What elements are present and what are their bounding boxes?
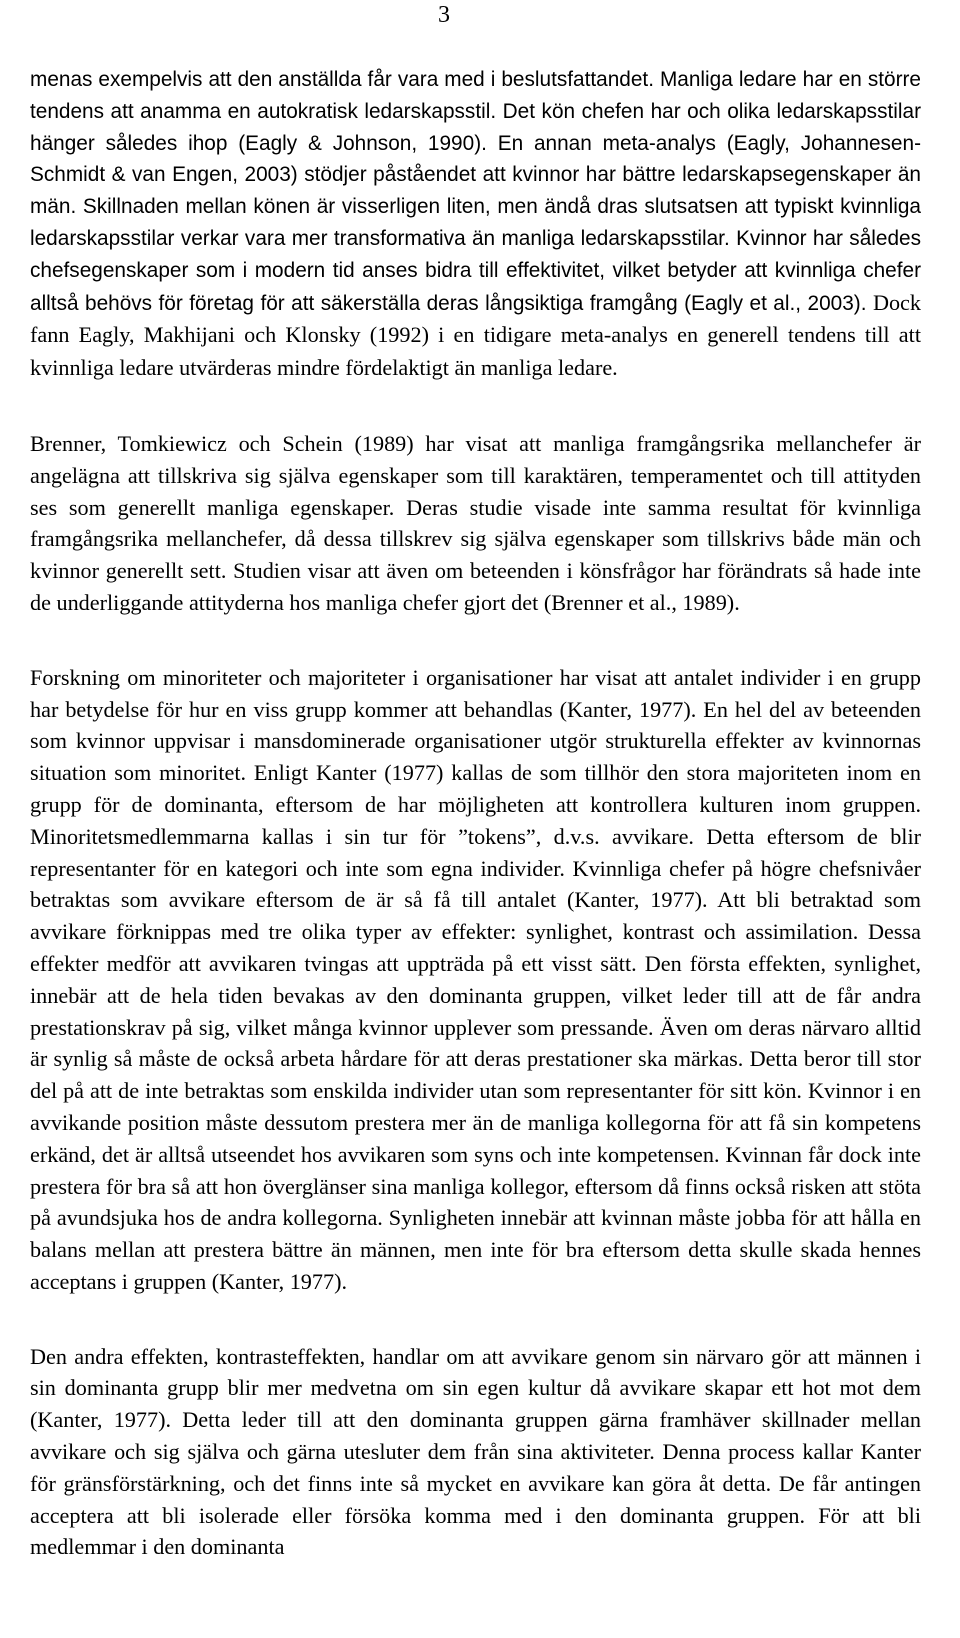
paragraph-2-text: Brenner, Tomkiewicz och Schein (1989) har visat att manliga framgångsrika mellanchefer är angelägna att tillskriva sig själva egenskaper som till karaktären, temperamentet och till attityden ses som generellt manliga egenskaper. Deras studie visade inte samma resultat för kvinnliga framgångsrika mellanchefer, då dessa tillskrev sig själva egenskaper som tillskrivs både män och kvinnor generellt sett. Studien visar att även om beteenden i könsfrågor har förändrats så hade inte de underliggande attityderna hos manliga chefer gjort det (Brenner et al., 1989). xyxy=(30,430,921,615)
paragraph-1-text-sans: menas exempelvis att den anställda får vara med i beslutsfattandet. Manliga ledare har en större tendens att anamma en autokratisk ledarskapsstil. Det kön chefen har och olika ledarskapsstilar hänger således ihop (Eagly & Johnson, 1990). En annan meta-analys (Eagly, Johannesen-Schmidt & van Engen, 2003) stödjer påståendet att kvinnor har bättre ledarskapsegenskaper än män. Skillnaden mellan könen är visserligen liten, men ändå dras slutsatsen att typiskt kvinnliga ledarskapsstilar verkar vara mer transformativa än manliga ledarskapsstilar. Kvinnor har således chefsegenskaper som i modern tid anses bidra till effektivitet, vilket betyder att kvinnliga chefer alltså behövs för företag för att säkerställa deras långsiktiga framgång (Eagly et al., 2003). xyxy=(30,68,921,315)
paragraph-4-text: Den andra effekten, kontrasteffekten, handlar om att avvikare genom sin närvaro gör att männen i sin dominanta grupp blir mer medvetna om sin egen kultur då avvikare skapar ett hot mot dem (Kanter, 1977). Detta leder till att den dominanta gruppen gärna framhäver skillnader mellan avvikare och sig själva och gärna utesluter dem från sina aktiviteter. Denna process kallar Kanter för gränsförstärkning, och det finns inte så mycket en avvikare kan göra åt detta. De får antingen acceptera att bli isolerade eller försöka komma med i den dominanta gruppen. För att bli medlemmar i den dominanta xyxy=(30,1343,921,1560)
page-number: 3 xyxy=(438,2,450,28)
paragraph-4 xyxy=(30,1341,921,1564)
paragraph-2 xyxy=(30,428,921,619)
paragraph-1 xyxy=(30,64,921,385)
paragraph-3 xyxy=(30,662,921,1298)
document-body xyxy=(30,64,921,1606)
paragraph-3-text: Forskning om minoriteter och majoriteter i organisationer har visat att antalet individer i en grupp har betydelse för hur en viss grupp kommer att behandlas (Kanter, 1977). En hel del av beteenden som kvinnor uppvisar i mansdominerade organisationer utgör strukturella effekter av kvinnornas situation som minoritet. Enligt Kanter (1977) kallas de som tillhör den stora majoriteten inom en grupp för de dominanta, eftersom de har möjligheten att kontrollera kulturen inom gruppen. Minoritetsmedlemmarna kallas i sin tur för ”tokens”, d.v.s. avvikare. Detta eftersom de blir representanter för en kategori och inte som egna individer. Kvinnliga chefer på högre chefsnivåer betraktas som avvikare eftersom de är så få till antalet (Kanter, 1977). Att bli betraktad som avvikare förknippas med tre olika typer av effekter: synlighet, kontrast och assimilation. Dessa effekter medför att avvikaren tvingas att uppträda på ett visst sätt. Den första effekten, synlighet, innebär att de hela tiden bevakas av den dominanta gruppen, vilket leder till att de får andra prestationskrav på sig, vilket många kvinnor upplever som pressande. Även om deras närvaro alltid är synlig så måste de också arbeta hårdare för att deras prestationer ska märkas. Detta beror till stor del på att de inte betraktas som enskilda individer utan som representanter för sitt kön. Kvinnor i en avvikande position måste dessutom prestera mer än de manliga kollegorna för att få sin kompetens erkänd, det är alltså utseendet hos avvikaren som syns och inte kompetensen. Kvinnan får dock inte prestera för bra så att hon överglänser sina manliga kollegor, eftersom då finns också risken att stöta på avundsjuka hos de andra kollegorna. Synligheten innebär att kvinnan måste jobba för att hålla en balans mellan att prestera bättre än männen, men inte för bra eftersom detta skulle skada hennes acceptans i gruppen (Kanter, 1977). xyxy=(30,664,921,1294)
paragraph-1-text-serif: Dock fann Eagly, Makhijani och Klonsky (1992) i en tidigare meta-analys en generell tendens till att kvinnliga ledare utvärderas mindre fördelaktigt än manliga ledare. xyxy=(30,289,921,381)
